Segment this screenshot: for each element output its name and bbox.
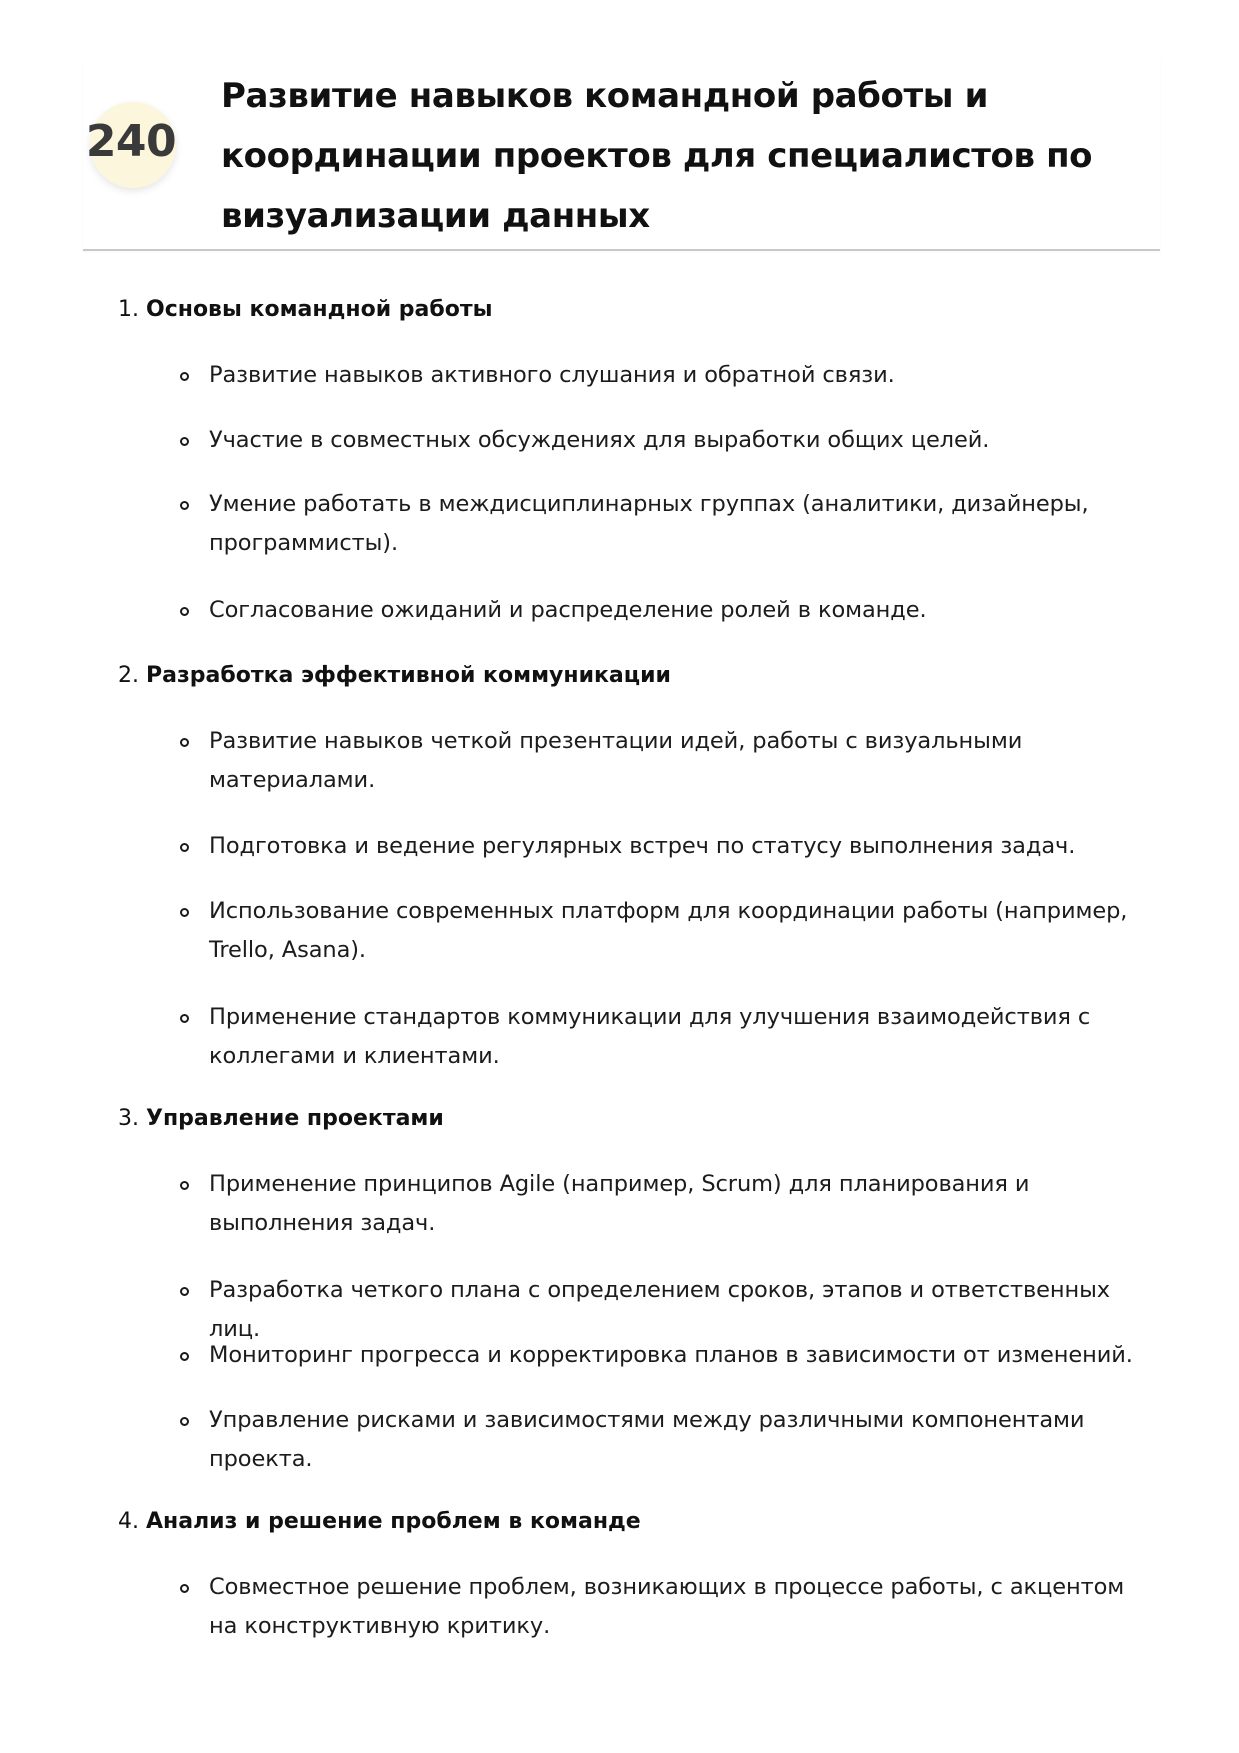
- list-item: Умение работать в междисциплинарных группах (аналитики, дизайнеры, программисты).: [209, 491, 1089, 556]
- page-number: 240: [85, 116, 177, 167]
- list-item: Участие в совместных обсуждениях для выработки общих целей.: [209, 427, 990, 453]
- list-item: Подготовка и ведение регулярных встреч по статусу выполнения задач.: [209, 833, 1076, 859]
- bullet-icon: [180, 501, 189, 510]
- section-heading: 2. Разработка эффективной коммуникации: [118, 663, 671, 688]
- list-item: Развитие навыков активного слушания и обратной связи.: [209, 362, 895, 388]
- list-item: Управление рисками и зависимостями между различными компонентами проекта.: [209, 1407, 1085, 1472]
- list-item: Развитие навыков четкой презентации идей, работы с визуальными материалами.: [209, 728, 1023, 793]
- bullet-icon: [180, 372, 189, 381]
- bullet-icon: [180, 908, 189, 917]
- bullet-icon: [180, 1287, 189, 1296]
- bullet-icon: [180, 607, 189, 616]
- section-heading: 3. Управление проектами: [118, 1106, 444, 1131]
- section-heading: 4. Анализ и решение проблем в команде: [118, 1509, 641, 1534]
- list-item: Разработка четкого плана с определением сроков, этапов и ответственных лиц.: [209, 1277, 1110, 1342]
- list-item: Использование современных платформ для координации работы (например, Trello, Asana).: [209, 898, 1128, 963]
- bullet-icon: [180, 1014, 189, 1023]
- list-item: Применение принципов Agile (например, Scrum) для планирования и выполнения задач.: [209, 1171, 1030, 1236]
- page-title: Развитие навыков командной работы и координации проектов для специалистов по визуализации данных: [221, 76, 1093, 236]
- bullet-icon: [180, 843, 189, 852]
- list-item: Применение стандартов коммуникации для улучшения взаимодействия с коллегами и клиентами.: [209, 1004, 1091, 1069]
- bullet-icon: [180, 1181, 189, 1190]
- bullet-icon: [180, 1584, 189, 1593]
- bullet-icon: [180, 738, 189, 747]
- list-item: Мониторинг прогресса и корректировка планов в зависимости от изменений.: [209, 1342, 1133, 1368]
- bullet-icon: [180, 437, 189, 446]
- bullet-icon: [180, 1352, 189, 1361]
- list-item: Согласование ожиданий и распределение ролей в команде.: [209, 597, 927, 623]
- section-heading: 1. Основы командной работы: [118, 297, 493, 322]
- bullet-icon: [180, 1417, 189, 1426]
- list-item: Совместное решение проблем, возникающих в процессе работы, с акцентом на конструктивную критику.: [209, 1574, 1125, 1639]
